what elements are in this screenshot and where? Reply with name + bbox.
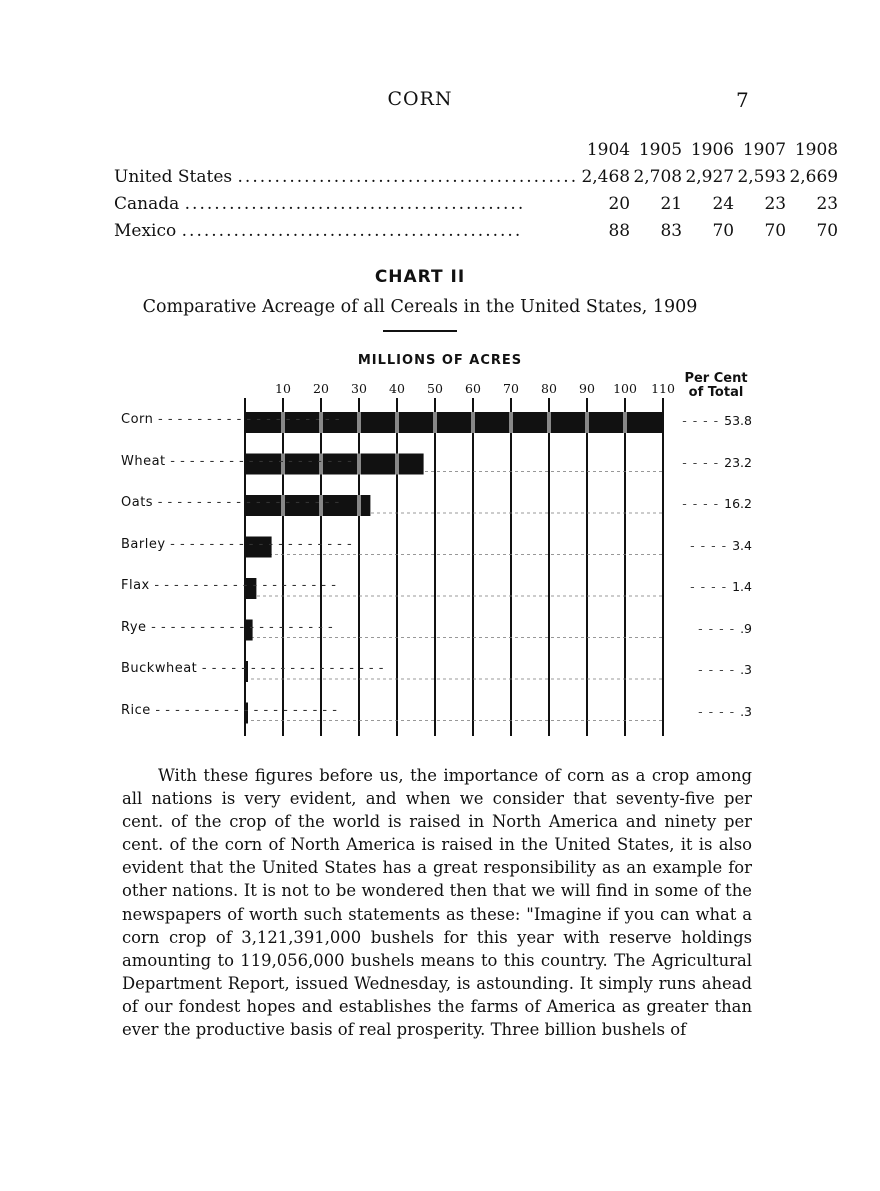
label-leader: - - - - - - - - - - - - - - - - - - - (165, 453, 353, 469)
category-label (121, 495, 340, 510)
percent-leader: - - - - (698, 620, 741, 636)
label-leader: - - - - - - - - - - - - - - - - - - - (153, 495, 340, 510)
category-label (121, 661, 384, 676)
country-name: United States (114, 166, 233, 187)
category-name: Wheat (121, 453, 166, 469)
label-leader: - - - - - - - - - - - - - - - - - - - (149, 578, 337, 593)
table-cell: 24 (712, 193, 735, 214)
percent-label (676, 579, 752, 594)
percent-value: 1.4 (732, 579, 752, 594)
percent-label (676, 621, 752, 636)
label-leader: - - - - - - - - - - - - - - - - - - - (197, 661, 384, 676)
percent-value: .3 (740, 662, 752, 677)
percent-leader: - - - - (682, 413, 725, 428)
percent-value: 16.2 (724, 496, 752, 511)
x-tick-label: 30 (351, 381, 367, 396)
year-header: 1905 (638, 139, 683, 160)
category-name: Oats (121, 495, 154, 510)
percent-value: 3.4 (732, 537, 752, 553)
percent-leader: - - - - (690, 537, 733, 553)
percent-leader: - - - - (698, 662, 741, 677)
x-tick-label: 60 (465, 381, 481, 396)
category-name: Corn (121, 412, 154, 427)
x-tick-label: 40 (389, 381, 405, 396)
percent-label (676, 496, 752, 511)
table-cell: 2,927 (685, 166, 735, 187)
x-tick-label: 10 (275, 381, 291, 396)
chart-title: Comparative Acreage of all Cereals in the United States, 1909 (142, 297, 698, 317)
x-tick-label: 80 (541, 381, 557, 396)
table-cell: 20 (608, 193, 631, 214)
year-header: 1908 (794, 139, 839, 160)
body-paragraph: With these figures before us, the importance of corn as a crop among all nations is very evident, and when we consider that seventy-five per cent. of the crop of the world is raised in North America and ninety per cent. of the corn of North America is raised in the United States, it is also evident that the United States has a great responsibility as an example for other nations. It is not to be wondered then that we will find in some of the newspapers of worth such statements as these: "Imagine if you can what a corn crop of 3,121,391,000 bushels for this year with reserve holdings amounting to 119,056,000 bushels means to this country. The Agricultural Department Report, issued Wednesday, is astounding. It simply runs ahead of our fondest hopes and establishes the farms of America as greater than ever the productive basis of real prosperity. Three billion bushels of (122, 766, 752, 1040)
table-cell: 2,669 (789, 166, 839, 187)
page-number: 7 (736, 88, 749, 112)
x-tick-label: 90 (579, 381, 595, 396)
category-label (121, 702, 338, 718)
percent-value: .3 (740, 703, 752, 719)
chart-heading: CHART II (374, 267, 466, 287)
table-cell: 70 (816, 220, 839, 241)
table-cell: 70 (712, 220, 735, 241)
label-leader: - - - - - - - - - - - - - - - - - - - (153, 412, 341, 427)
category-label (121, 412, 341, 427)
running-header: CORN (387, 88, 453, 110)
table-row: United States .............................................. 2,468 2,708 2,927 2,593 2,669 (114, 163, 838, 190)
percent-label (676, 662, 752, 677)
label-leader: - - - - - - - - - - - - - - - - - - - (146, 619, 334, 635)
category-name: Flax (121, 578, 150, 593)
table-cell: 23 (816, 193, 839, 214)
country-name: Canada (114, 193, 180, 214)
category-name: Barley (121, 536, 166, 552)
percent-leader: - - - - (682, 496, 725, 511)
body-text (122, 764, 752, 1041)
category-name: Rice (121, 702, 151, 718)
table-cell: 2,593 (737, 166, 787, 187)
table-row: Canada .............................................. 20 21 24 23 23 (114, 190, 838, 217)
percent-value: 23.2 (724, 454, 752, 470)
x-tick-label: 110 (651, 381, 675, 396)
percent-value: 53.8 (724, 413, 752, 428)
x-tick-label: 70 (503, 381, 519, 396)
table-row: Mexico .............................................. 88 83 70 70 70 (114, 217, 838, 244)
table-cell: 2,468 (581, 166, 631, 187)
percent-leader: - - - - (698, 703, 741, 719)
year-header: 1906 (690, 139, 735, 160)
table-cell: 83 (660, 220, 683, 241)
x-tick-label: 50 (427, 381, 443, 396)
percent-header-line: of Total (688, 385, 744, 400)
percent-leader: - - - - (682, 454, 725, 470)
x-axis-title: MILLIONS OF ACRES (357, 353, 523, 368)
percent-label (676, 455, 752, 470)
label-leader: - - - - - - - - - - - - - - - - - - - (165, 536, 353, 552)
year-header: 1904 (586, 139, 631, 160)
category-label (121, 453, 353, 469)
category-label (121, 536, 353, 552)
percent-label (676, 704, 752, 719)
table-cell: 70 (764, 220, 787, 241)
table-cell: 23 (764, 193, 787, 214)
year-header: 1907 (742, 139, 787, 160)
category-label (121, 619, 334, 635)
label-leader: - - - - - - - - - - - - - - - - - - - (150, 702, 338, 718)
percent-value: .9 (740, 620, 752, 636)
category-name: Rye (121, 619, 147, 635)
country-name: Mexico (114, 220, 177, 241)
percent-label (676, 538, 752, 553)
category-label (121, 578, 337, 593)
percent-label (676, 413, 752, 428)
category-name: Buckwheat (121, 661, 198, 676)
table-cell: 21 (660, 193, 683, 214)
percent-header-line: Per Cent (684, 371, 748, 386)
x-tick-label: 100 (613, 381, 637, 396)
percent-leader: - - - - (690, 579, 733, 594)
table-cell: 88 (608, 220, 631, 241)
table-cell: 2,708 (633, 166, 683, 187)
x-tick-label: 20 (313, 381, 329, 396)
